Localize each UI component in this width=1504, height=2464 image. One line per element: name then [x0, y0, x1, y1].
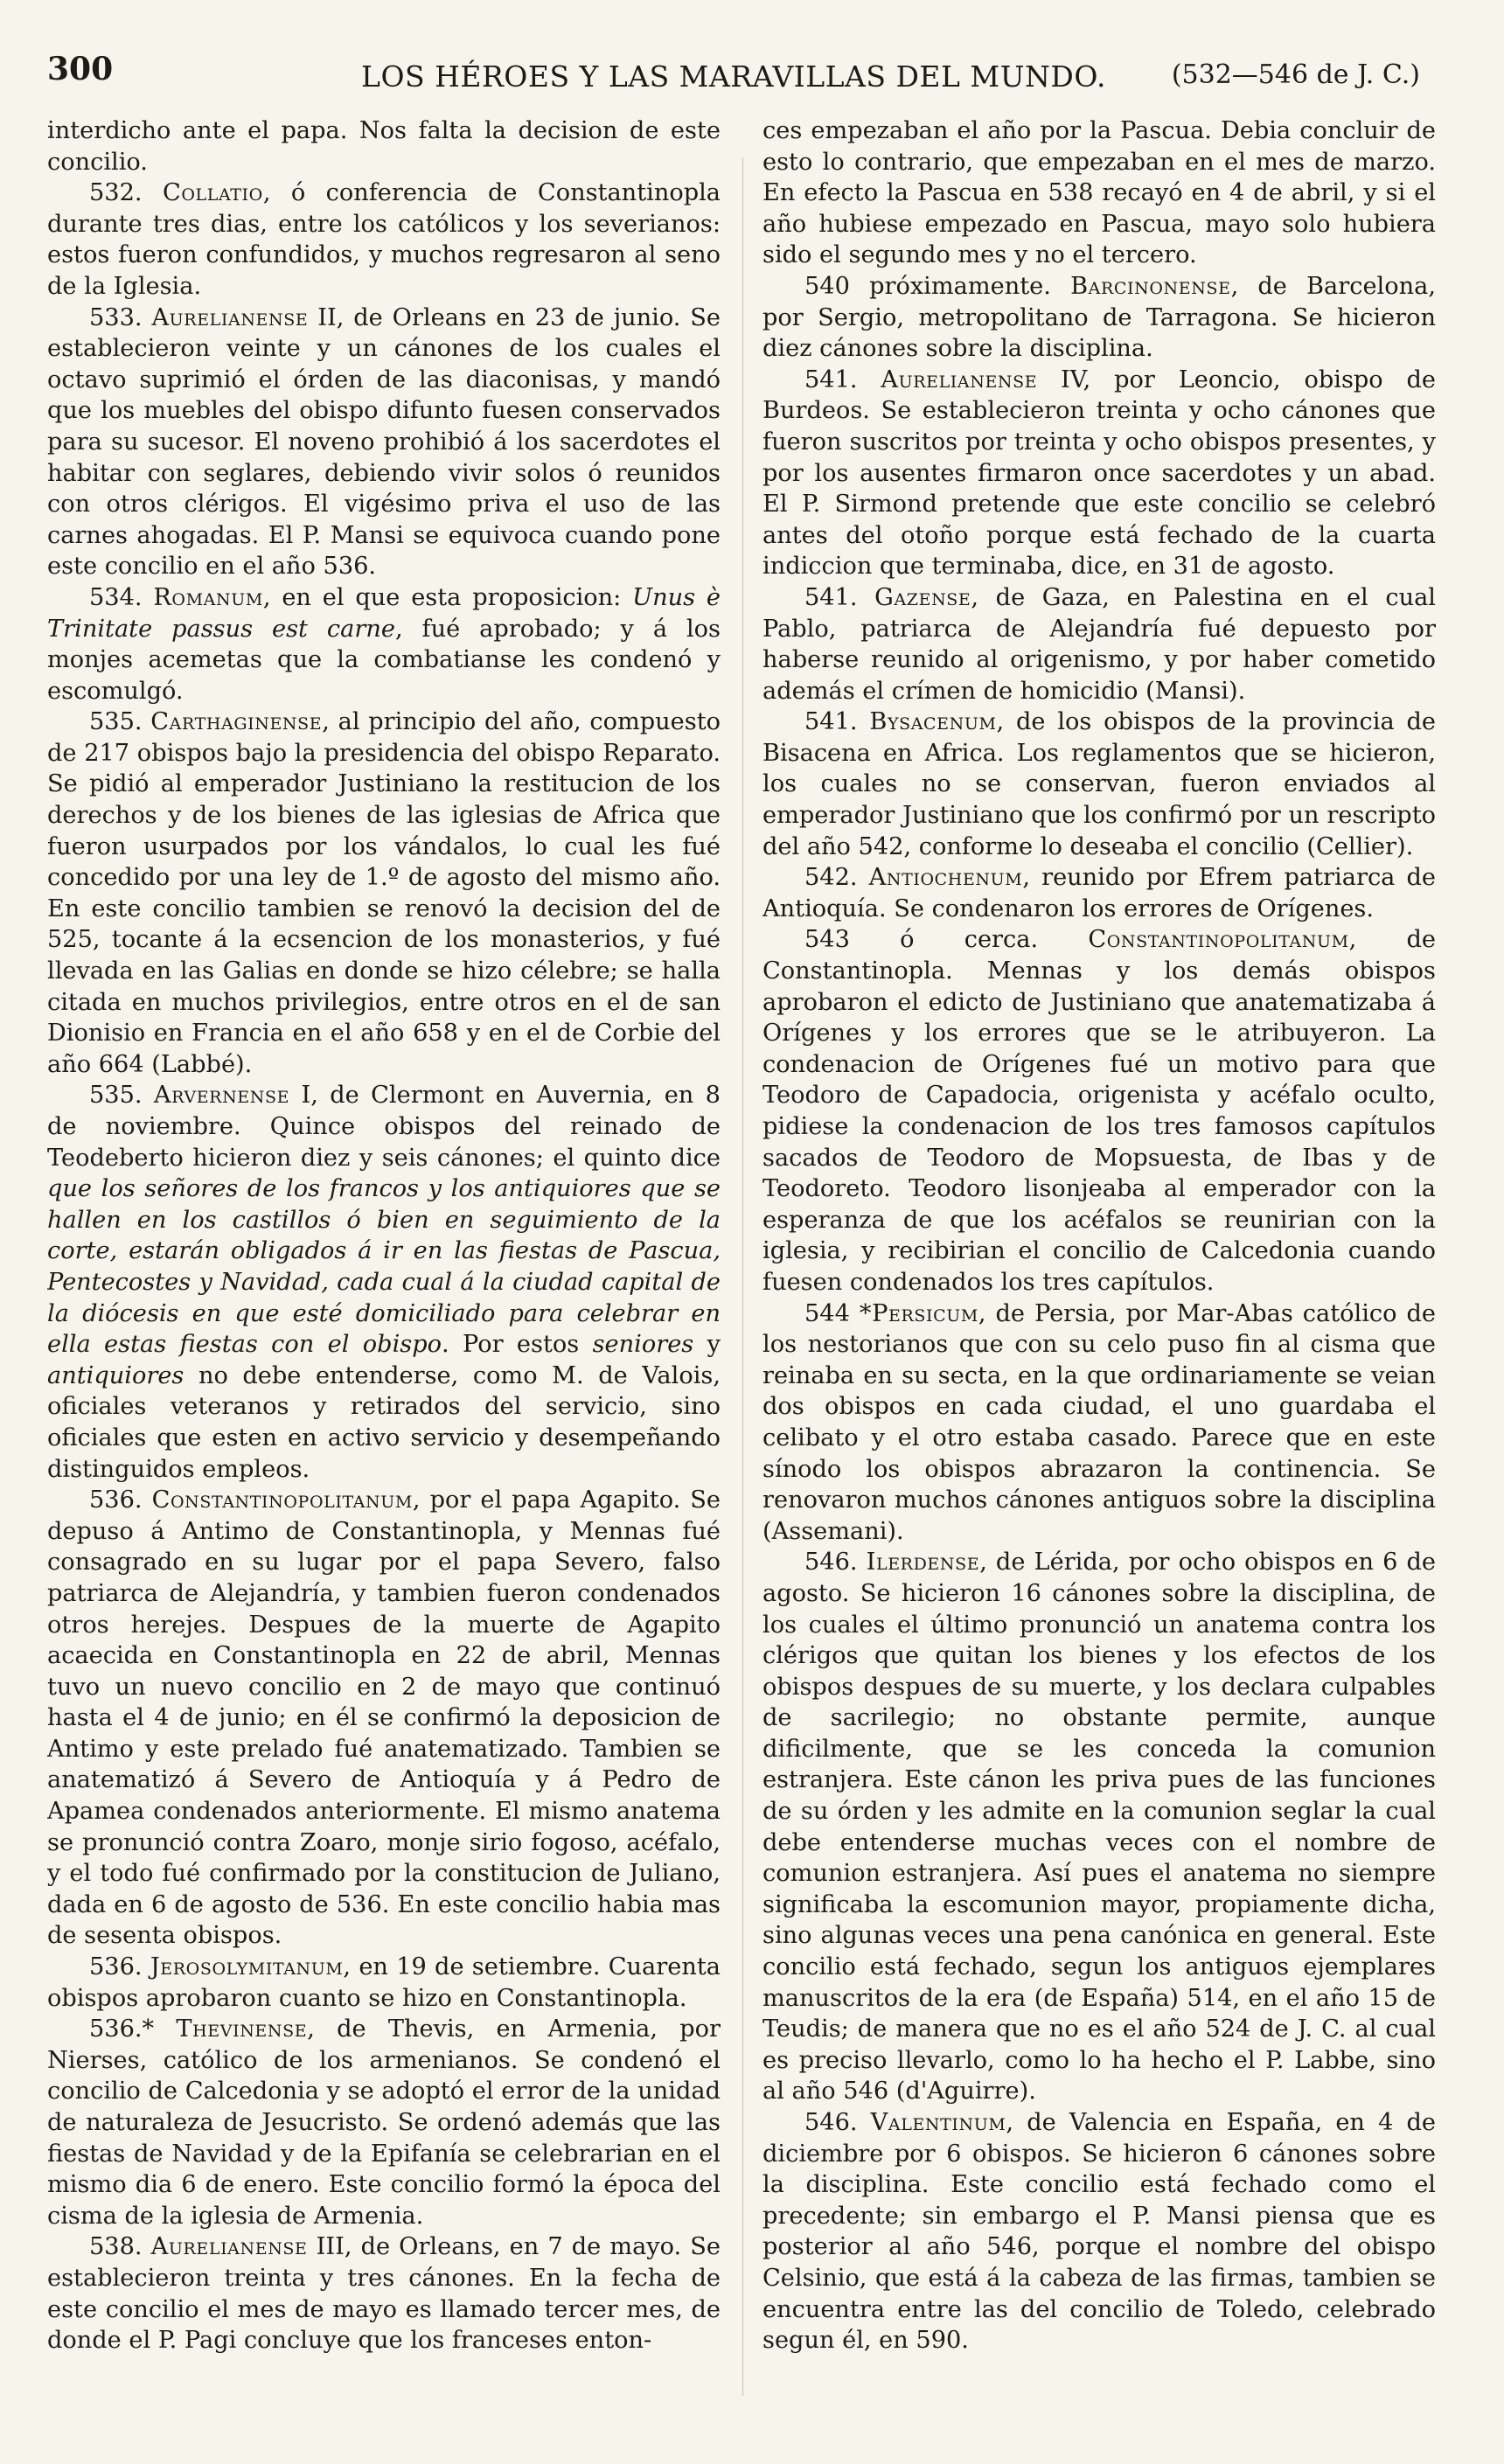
italic-quote: que los señores de los francos y los antiquiores que se hallen en los castillos ó bien en seguimiento de la corte, estarán obligados á ir en las fiestas de Pascua, Pentecostes y Navidad, cada cual á la ciudad capital de la diócesis en que esté domiciliado para celebrar en ella estas fiestas con el obispo	[47, 1175, 721, 1359]
entry-text: , reunido por Efrem patriarca de Antioquía. Se condenaron los errores de Orígenes.	[762, 864, 1436, 922]
council-name: Gazense	[874, 583, 971, 611]
entry-text: , de Gaza, en Palestina en el cual Pablo, patriarca de Alejandría fué depuesto por haberse reunido al origenismo, y por haber cometido además el crímen de homicidio (Mansi).	[762, 583, 1436, 705]
entry-year: 546.	[804, 2109, 871, 2136]
entry-year: 544	[804, 1299, 860, 1327]
entry-year: 543	[804, 926, 901, 954]
entry-year: 542.	[804, 864, 869, 892]
entry-year: 536.*	[89, 2015, 177, 2043]
council-name: Collatio	[162, 179, 263, 207]
council-entry	[762, 706, 1436, 862]
council-entry	[47, 1485, 721, 1952]
council-name: *Persicum	[859, 1299, 978, 1327]
entry-year: 541.	[804, 708, 870, 736]
entry-year: 541.	[804, 365, 881, 393]
council-entry	[47, 177, 721, 302]
entry-text: , de Constantinopla. Mennas y los demás obispos aprobaron el edicto de Justiniano que anatematizaba á Orígenes y los errores que se le atribuyeron. La condenacion de Orígenes fué un motivo para que Teodoro de Capadocia, origenista y acéfalo oculto, pidiese la condenacion de los tres famosos capítulos sacados de Teodoro de Mopsuesta, de Ibas y de Teodoreto. Teodoro lisonjeaba al emperador con la esperanza de que los acéfalos se reunirian con la iglesia, y recibirian el concilio de Calcedonia cuando fuesen condenados los tres capítulos.	[762, 926, 1436, 1296]
date-range: (532—546 de J. C.)	[1171, 59, 1420, 90]
entry-year: 541.	[804, 583, 875, 611]
council-entry	[47, 1080, 721, 1485]
council-entry	[47, 582, 721, 706]
council-entry	[762, 1547, 1436, 2107]
entry-text: IV, por Leoncio, obispo de Burdeos. Se establecieron treinta y ocho cánones que fueron suscritos por treinta y ocho obispos presentes, y por los ausentes firmaron once sacerdotes y un abad. El P. Sirmond pretende que este concilio se celebró antes del otoño porque está fechado de la cuarta indiccion que terminaba, dice, en 31 de agosto.	[762, 365, 1436, 581]
council-name: Constantinopolitanum	[151, 1486, 413, 1514]
entry-text: . Por estos	[442, 1331, 593, 1359]
council-entry	[47, 2014, 721, 2231]
council-name: Aurelianense	[881, 365, 1038, 393]
entry-year: 546.	[804, 1549, 867, 1577]
council-name: Thevinense	[176, 2015, 308, 2043]
italic-quote: seniores	[592, 1331, 694, 1359]
entry-text: , de Barcelona, por Sergio, metropolitano de Tarragona. Se hicieron diez cánones sobre la disciplina.	[762, 272, 1436, 363]
council-entry	[762, 582, 1436, 706]
council-entry	[47, 2231, 721, 2356]
entry-text: , de los obispos de la provincia de Bisacena en Africa. Los reglamentos que se hicieron, los cuales no se conservan, fueron enviados al emperador Justiniano que los confirmó por un rescripto del año 542, conforme lo deseaba el concilio (Cellier).	[762, 708, 1436, 860]
council-name: Bysacenum	[869, 708, 997, 736]
entry-year: 536.	[89, 1486, 152, 1514]
entry-text: , de Lérida, por ocho obispos en 6 de agosto. Se hicieron 16 cánones sobre la disciplina, de los cuales el último pronunció un anatema contra los clérigos que quitan los bienes y los efectos de los obispos despues de su muerte, y los declara culpables de sacrilegio; no obstante permite, aunque dificilmente, que se les conceda la comunion estranjera. Este cánon les priva pues de las funciones de su órden y les admite en la comunion seglar la cual debe entenderse muchas veces con el nombre de comunion estranjera. Así pues el anatema no siempre significaba la escomunion mayor, propiamente dicha, sino algunas veces una pena canónica en general. Este concilio está fechado, segun los antiguos ejemplares manuscritos de la era (de España) 514, en el año 15 de Teudis; de manera que no es el año 524 de J. C. al cual es preciso llevarlo, como lo ha hecho el P. Labbe, sino al año 546 (d'Aguirre).	[762, 1549, 1436, 2106]
entry-text: II, de Orleans en 23 de junio. Se establecieron veinte y un cánones de los cuales el octavo suprimió el órden de las diaconisas, y mandó que los muebles del obispo difunto fuesen conservados para su sucesor. El noveno prohibió á los sacerdotes el habitar con seglares, debiendo vivir solos ó reunidos con otros clérigos. El vigésimo priva el uso de las carnes ahogadas. El P. Mansi se equivoca cuando pone este concilio en el año 536.	[47, 303, 721, 581]
council-name: Romanum	[153, 583, 263, 611]
council-name: Barcinonense	[1070, 272, 1231, 300]
entry-text: , fué aprobado; y á los monjes acemetas que la combatianse les condenó y escomulgó.	[47, 615, 721, 705]
entry-text: próximamente.	[869, 272, 1071, 300]
entry-year: 540	[804, 272, 870, 300]
italic-quote: Unus è Trinitate passus est carne	[47, 583, 721, 643]
entry-text: y	[693, 1331, 721, 1359]
entry-year: 535.	[89, 708, 151, 736]
entry-text: no debe entenderse, como M. de Valois, oficiales veteranos y retirados del servicio, sino oficiales que esten en activo servicio y desempeñando distinguidos empleos.	[47, 1361, 721, 1483]
council-name: Ilerdense	[866, 1549, 980, 1577]
council-name: Valentinum	[870, 2109, 1006, 2136]
entry-text: , al principio del año, compuesto de 217 obispos bajo la presidencia del obispo Reparato. Se pidió al emperador Justiniano la restitucion de los derechos y de los bienes de las iglesias de Africa que fueron usurpados por los vándalos, lo cual les fué concedido por una ley de 1.º de agosto del mismo año. En este concilio tambien se renovó la decision del de 525, tocante á la ecsencion de los monasterios, y fué llevada en las Galias en donde se hizo célebre; se halla citada en muchos privilegios, entre otros en el de san Dionisio en Francia en el año 658 y en el de Corbie del año 664 (Labbé).	[47, 708, 721, 1078]
entry-year: 535.	[89, 1082, 154, 1110]
entry-text: , en el que esta proposicion:	[262, 583, 633, 611]
page-number: 300	[47, 51, 114, 87]
council-name: Arvernense	[153, 1082, 290, 1110]
council-entry	[762, 1298, 1436, 1548]
entry-year: 532.	[89, 179, 163, 207]
entry-text: I, de Clermont en Auvernia, en 8 de noviembre. Quince obispos del reinado de Teodeberto hicieron diez y seis cánones; el quinto dice	[47, 1082, 721, 1172]
council-name: Jerosolymitanum	[150, 1953, 344, 1981]
council-name: Aurelianense	[150, 2233, 308, 2261]
entry-text: , ó conferencia de Constantinopla durante tres dias, entre los católicos y los severianos: estos fueron confundidos, y muchos regresaron al seno de la Iglesia.	[47, 179, 721, 300]
entry-year: 533.	[89, 303, 152, 331]
entry-text: interdicho ante el papa. Nos falta la decision de este concilio.	[47, 117, 721, 176]
council-entry	[47, 706, 721, 1080]
entry-text: ó cerca.	[900, 926, 1089, 954]
column-divider	[742, 157, 743, 2396]
council-name: Antiochenum	[868, 864, 1023, 892]
entry-text: , de Persia, por Mar-Abas católico de los nestorianos que con su celo puso fin al cisma que reinaba en su secta, en la que ordinariamente se veian dos obispos en cada ciudad, el uno guardaba el celibato y el otro estaba casado. Parece que en este sínodo los obispos abrazaron la continencia. Se renovaron muchos cánones antiguos sobre la disciplina (Assemani).	[762, 1299, 1436, 1545]
council-entry	[762, 365, 1436, 582]
council-name: Aurelianense	[151, 303, 309, 331]
entry-year: 534.	[89, 583, 154, 611]
council-entry	[762, 2107, 1436, 2356]
council-name: Constantinopolitanum	[1088, 926, 1349, 954]
council-entry	[762, 271, 1436, 365]
continued-paragraph	[47, 115, 721, 177]
entry-year: 536.	[89, 1953, 150, 1981]
entry-text: , en 19 de setiembre. Cuarenta obispos aprobaron cuanto se hizo en Constantinopla.	[47, 1953, 721, 2012]
continued-paragraph	[762, 115, 1436, 271]
italic-quote: antiquiores	[47, 1361, 185, 1389]
council-entry	[47, 303, 721, 582]
entry-text: ces empezaban el año por la Pascua. Debia concluir de esto lo contrario, que empezaban en el mes de marzo. En efecto la Pascua en 538 recayó en 4 de abril, y si el año hubiese empezado en Pascua, mayo solo hubiera sido el segundo mes y no el tercero.	[762, 117, 1436, 269]
entry-text: , de Thevis, en Armenia, por Nierses, católico de los armenianos. Se condenó el concilio de Calcedonia y se adoptó el error de la unidad de naturaleza de Jesucristo. Se ordenó además que las fiestas de Navidad y de la Epifanía se celebrarian en el mismo dia 6 de enero. Este concilio formó la época del cisma de la iglesia de Armenia.	[47, 2015, 721, 2230]
running-title: LOS HÉROES Y LAS MARAVILLAS DEL MUNDO.	[361, 59, 1106, 94]
entry-year: 538.	[89, 2233, 151, 2261]
left-column	[47, 115, 721, 2441]
entry-text: III, de Orleans, en 7 de mayo. Se establecieron treinta y tres cánones. En la fecha de este concilio el mes de mayo es llamado tercer mes, de donde el P. Pagi concluye que los franceses enton-	[47, 2233, 721, 2355]
council-entry	[762, 924, 1436, 1298]
council-entry	[762, 862, 1436, 924]
entry-text: , de Valencia en España, en 4 de diciembre por 6 obispos. Se hicieron 6 cánones sobre la disciplina. Este concilio está fechado como el precedente; sin embargo el P. Mansi piensa que es posterior al año 546, porque el nombre del obispo Celsinio, que está á la cabeza de las firmas, tambien se encuentra entre las del concilio de Toledo, celebrado segun él, en 590.	[762, 2109, 1436, 2355]
page-header	[47, 51, 1420, 103]
council-entry	[47, 1952, 721, 2014]
right-column	[762, 115, 1436, 2441]
council-name: Carthaginense	[150, 708, 323, 736]
entry-text: , por el papa Agapito. Se depuso á Antimo de Constantinopla, y Mennas fué consagrado en su lugar por el papa Severo, falso patriarca de Alejandría, y tambien fueron condenados otros herejes. Despues de la muerte de Agapito acaecida en Constantinopla en 22 de abril, Mennas tuvo un nuevo concilio en 2 de mayo que continuó hasta el 4 de junio; en él se confirmó la deposicion de Antimo y este prelado fué anatematizado. Tambien se anatematizó á Severo de Antioquía y á Pedro de Apamea condenados anteriormente. El mismo anatema se pronunció contra Zoaro, monje sirio fogoso, acéfalo, y el todo fué confirmado por la constitucion de Juliano, dada en 6 de agosto de 536. En este concilio habia mas de sesenta obispos.	[47, 1486, 721, 1950]
